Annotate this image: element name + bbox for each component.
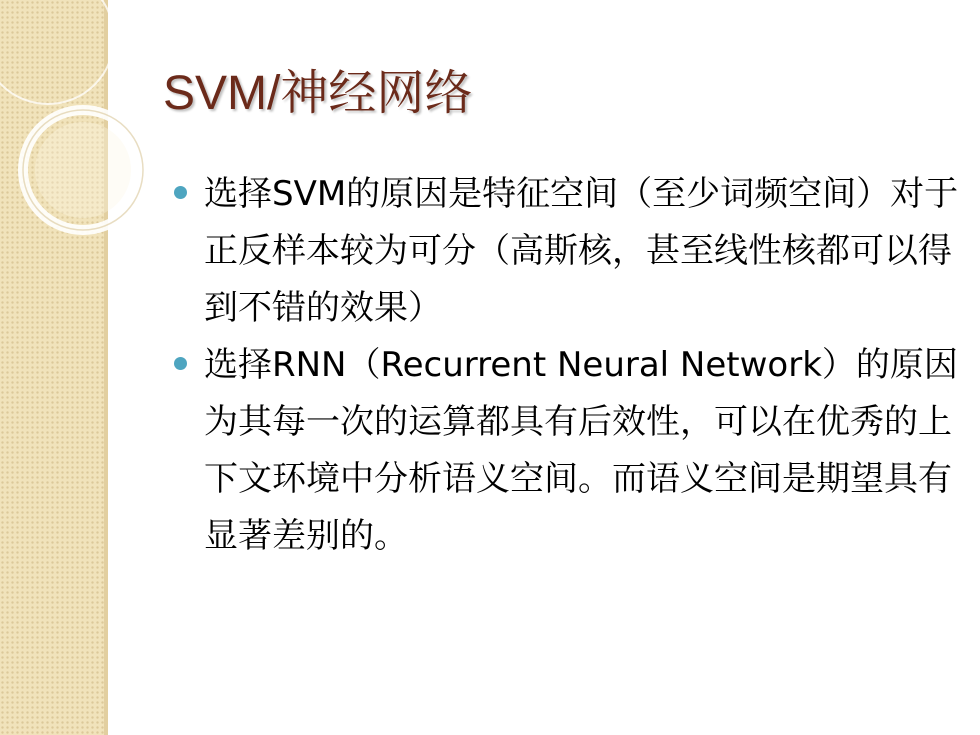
slide-title: SVM/神经网络 <box>163 67 473 120</box>
bullet-list <box>172 166 972 565</box>
bullet-item-svm <box>172 166 972 337</box>
bullet-dot-icon <box>174 357 187 370</box>
bullet-item-rnn <box>172 337 972 565</box>
bullet-text: 选择RNN（Recurrent Neural Network）的原因为其每一次的运算都具有后效性，可以在优秀的上下文环境中分析语义空间。而语义空间是期望具有显著差别的。 <box>204 345 958 556</box>
bullet-dot-icon <box>174 186 187 199</box>
decorative-circles <box>0 0 180 260</box>
bullet-text: 选择SVM的原因是特征空间（至少词频空间）对于正反样本较为可分（高斯核，甚至线性核都可以得到不错的效果） <box>204 174 959 328</box>
